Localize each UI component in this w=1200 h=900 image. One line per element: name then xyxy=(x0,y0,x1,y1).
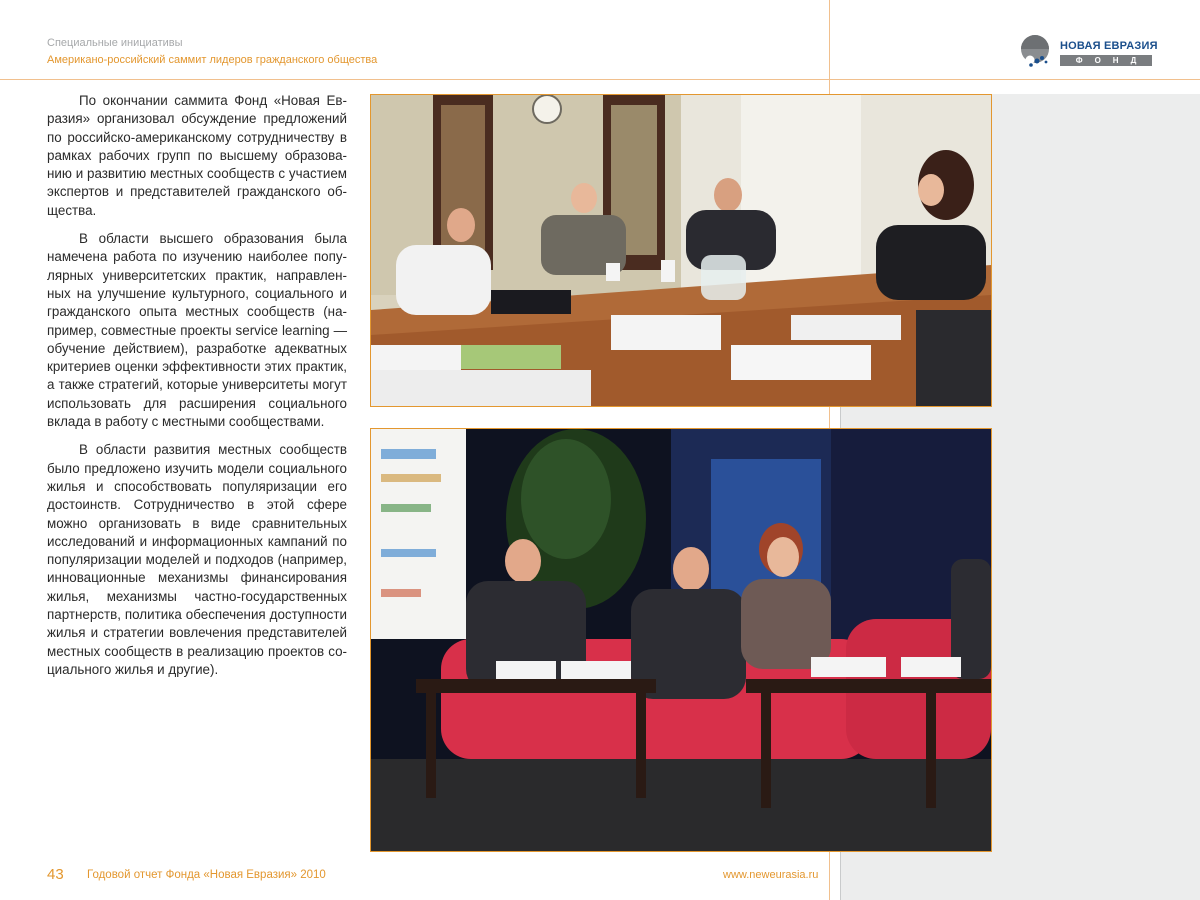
article-body xyxy=(47,92,347,689)
paragraph: В области развития местных сообществ было предложено изучить модели социального жилья и способствовать популяризации его достоинств. Сотрудничество в этой сфере можно организовать в виде сравнительных исследований и информационных кампаний по популяризации моделей и подходов (например, инновационные механизмы финансирования жилья, механизмы частно-государственных партнерств, политика обеспечения доступности жилья и стратегии вовлечения представителей местных сообществ в реализацию проектов социального жилья и другие). xyxy=(47,442,347,677)
meeting-photo xyxy=(370,94,992,407)
logo-fund-label: ФОНД xyxy=(1060,55,1152,66)
header-rule xyxy=(0,79,1200,80)
footer-title: Годовой отчет Фонда «Новая Евразия» 2010 xyxy=(87,869,326,881)
paragraph: По окончании саммита Фонд «Новая Евразия» организовал обсуждение предложений по российско-американскому сотрудничеству в рамках рабочих групп по высшему образованию и развитию местных сообществ с участием экспертов и представителей гражданского общества. xyxy=(47,93,347,218)
page-number: 43 xyxy=(47,866,64,883)
panel-discussion-photo xyxy=(370,428,992,852)
paragraph: В области высшего образования была намечена работа по изучению наиболее популярных университетских практик, направленных на улучшение культурного, социального и гражданского опыта местных сообществ (например, совместные проекты service learning — обучение действием), разработке адекватных критериев оценки эффективности этих практик, а также стратегий, которые университеты могут использовать для расширения социального вклада в работу с местными сообществами. xyxy=(47,231,347,430)
section-subtitle: Американо-российский саммит лидеров гражданского общества xyxy=(47,54,378,66)
logo-name: НОВАЯ ЕВРАЗИЯ xyxy=(1060,40,1158,52)
section-title: Специальные инициативы xyxy=(47,37,183,49)
globe-logo-icon xyxy=(1018,34,1052,68)
footer-url[interactable]: www.neweurasia.ru xyxy=(723,869,819,881)
foundation-logo xyxy=(1018,34,1158,70)
